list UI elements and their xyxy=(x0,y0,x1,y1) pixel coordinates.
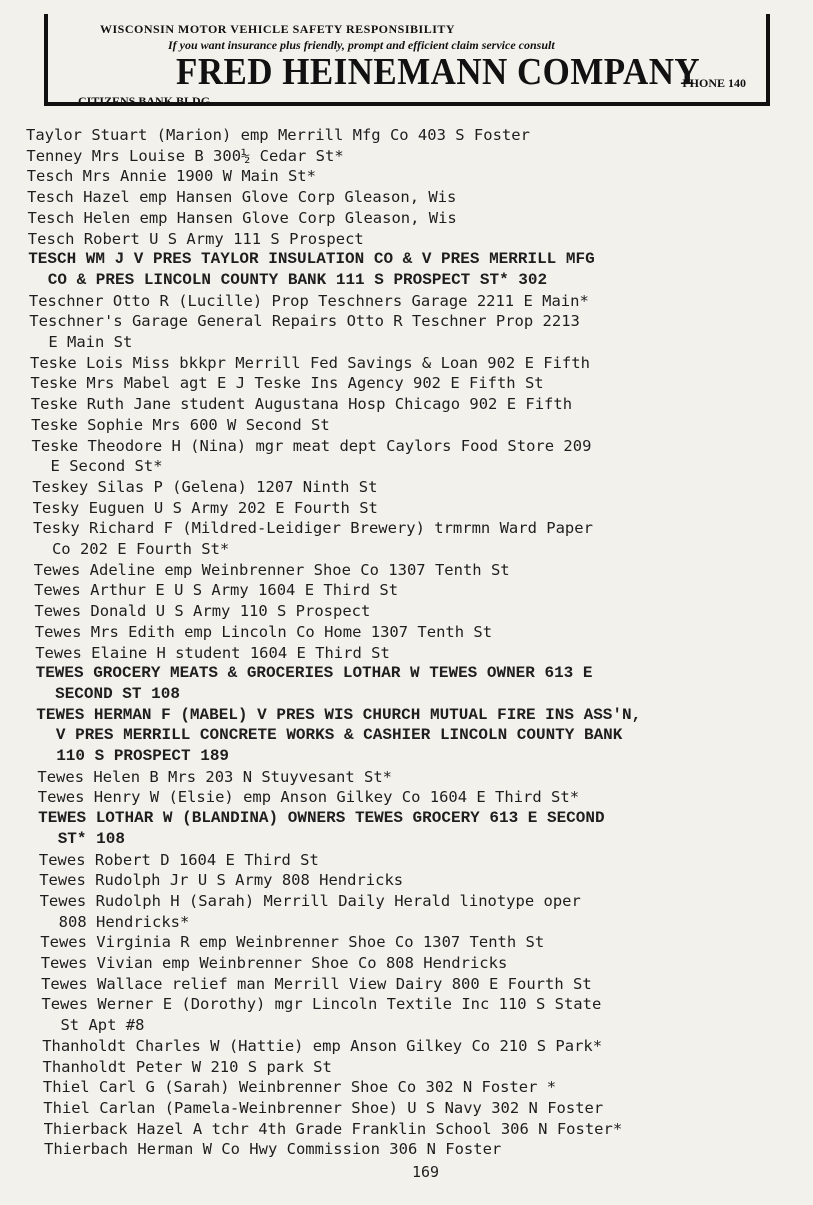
directory-entry: Teschner's Garage General Repairs Otto R Teschner Prop 2213 xyxy=(29,312,580,331)
directory-entry: Tewes Donald U S Army 110 S Prospect xyxy=(34,602,371,621)
directory-entry: Co 202 E Fourth St* xyxy=(33,540,230,558)
directory-entry: Teske Ruth Jane student Augustana Hosp Chicago 902 E Fifth xyxy=(30,395,573,414)
directory-entry: 808 Hendricks* xyxy=(40,912,190,931)
directory-entry: Teschner Otto R (Lucille) Prop Teschners Garage 2211 E Main* xyxy=(28,291,589,310)
directory-entry: Tesch Helen emp Hansen Glove Corp Gleason, Wis xyxy=(27,208,457,227)
directory-entry: Teske Sophie Mrs 600 W Second St xyxy=(31,415,330,434)
directory-entry: TEWES HERMAN F (MABEL) V PRES WIS CHURCH MUTUAL FIRE INS ASS'N, xyxy=(36,705,642,724)
directory-entry: Tewes Robert D 1604 E Third St xyxy=(38,850,319,869)
directory-entry: Thierbach Herman W Co Hwy Commission 306 N Foster xyxy=(44,1140,502,1159)
directory-entry: Teske Theodore H (Nina) mgr meat dept Caylors Food Store 209 xyxy=(31,436,592,455)
directory-entry: Tewes Adeline emp Weinbrenner Shoe Co 1307 Tenth St xyxy=(33,560,510,579)
directory-entry: Tewes Helen B Mrs 203 N Stuyvesant St* xyxy=(37,767,392,786)
directory-entry: 110 S PROSPECT 189 xyxy=(37,747,230,765)
directory-entry: Tewes Rudolph H (Sarah) Merrill Daily Herald linotype oper xyxy=(39,891,581,910)
directory-entry: Tesch Hazel emp Hansen Glove Corp Gleason, Wis xyxy=(27,188,457,207)
directory-entry: Teske Mrs Mabel agt E J Teske Ins Agency 902 E Fifth St xyxy=(30,374,544,393)
ad-company-name: FRED HEINEMANN COMPANY xyxy=(176,51,701,93)
directory-entry: Tesch Mrs Annie 1900 W Main St* xyxy=(26,167,316,186)
ad-top-line: WISCONSIN MOTOR VEHICLE SAFETY RESPONSIBILITY xyxy=(100,22,456,36)
directory-entry: Tewes Henry W (Elsie) emp Anson Gilkey Co 1604 E Third St* xyxy=(37,788,580,807)
directory-entry: Tewes Vivian emp Weinbrenner Shoe Co 808 Hendricks xyxy=(40,954,508,972)
directory-entry: Thierback Hazel A tchr 4th Grade Franklin School 306 N Foster* xyxy=(43,1119,623,1138)
directory-entry: Thanholdt Peter W 210 S park St xyxy=(42,1057,332,1076)
page-number: 169 xyxy=(412,1163,440,1181)
directory-entry: Tewes Wallace relief man Merrill View Dairy 800 E Fourth St xyxy=(41,974,592,993)
directory-entry: ST* 108 xyxy=(38,829,125,848)
directory-entry: Tenney Mrs Louise B 300½ Cedar St* xyxy=(26,146,344,165)
directory-entry: Tesky Euguen U S Army 202 E Fourth St xyxy=(32,498,378,517)
directory-entry: Tewes Werner E (Dorothy) mgr Lincoln Textile Inc 110 S State xyxy=(41,995,602,1014)
directory-entry: TEWES GROCERY MEATS & GROCERIES LOTHAR W TEWES OWNER 613 E xyxy=(35,664,593,683)
directory-entry: Tewes Elaine H student 1604 E Third St xyxy=(35,643,390,662)
directory-entry: CO & PRES LINCOLN COUNTY BANK 111 S PROSPECT ST* 302 xyxy=(28,270,548,289)
directory-entry: Tewes Mrs Edith emp Lincoln Co Home 1307 Tenth St xyxy=(34,622,493,641)
directory-entry: TEWES LOTHAR W (BLANDINA) OWNERS TEWES GROCERY 613 E SECOND xyxy=(38,809,605,828)
directory-entry: Tesky Richard F (Mildred-Leidiger Brewery) trmrmn Ward Paper xyxy=(33,519,593,538)
directory-entry: Teske Lois Miss bkkpr Merrill Fed Savings & Loan 902 E Fifth xyxy=(30,353,590,372)
directory-entry: Tewes Arthur E U S Army 1604 E Third St xyxy=(34,581,399,600)
directory-entry: Thanholdt Charles W (Hattie) emp Anson Gilkey Co 210 S Park* xyxy=(42,1036,603,1055)
directory-entry: V PRES MERRILL CONCRETE WORKS & CASHIER LINCOLN COUNTY BANK xyxy=(36,726,623,745)
directory-entry: Tewes Virginia R emp Weinbrenner Shoe Co 1307 Tenth St xyxy=(40,933,545,952)
advertisement-box xyxy=(44,14,770,106)
directory-entry: SECOND ST 108 xyxy=(35,684,180,703)
directory-entry: TESCH WM J V PRES TAYLOR INSULATION CO & V PRES MERRILL MFG xyxy=(28,250,595,269)
directory-entry: E Second St* xyxy=(31,457,163,476)
directory-entry: Taylor Stuart (Marion) emp Merrill Mfg Co 403 S Foster xyxy=(26,126,530,144)
ad-phone: PHONE 140 xyxy=(682,76,746,90)
ad-building: CITIZENS BANK BLDG. xyxy=(78,94,214,108)
directory-entry: Tewes Rudolph Jr U S Army 808 Hendricks xyxy=(39,871,404,890)
directory-entry: St Apt #8 xyxy=(41,1016,145,1035)
directory-entry: Thiel Carl G (Sarah) Weinbrenner Shoe Co 302 N Foster * xyxy=(42,1078,557,1097)
directory-entry: E Main St xyxy=(29,333,133,351)
ad-tagline: If you want insurance plus friendly, prompt and efficient claim service consult xyxy=(168,38,555,52)
directory-entry: Tesch Robert U S Army 111 S Prospect xyxy=(27,229,364,248)
directory-entry: Teskey Silas P (Gelena) 1207 Ninth St xyxy=(32,477,378,496)
directory-entry: Thiel Carlan (Pamela-Weinbrenner Shoe) U S Navy 302 N Foster xyxy=(43,1098,604,1117)
